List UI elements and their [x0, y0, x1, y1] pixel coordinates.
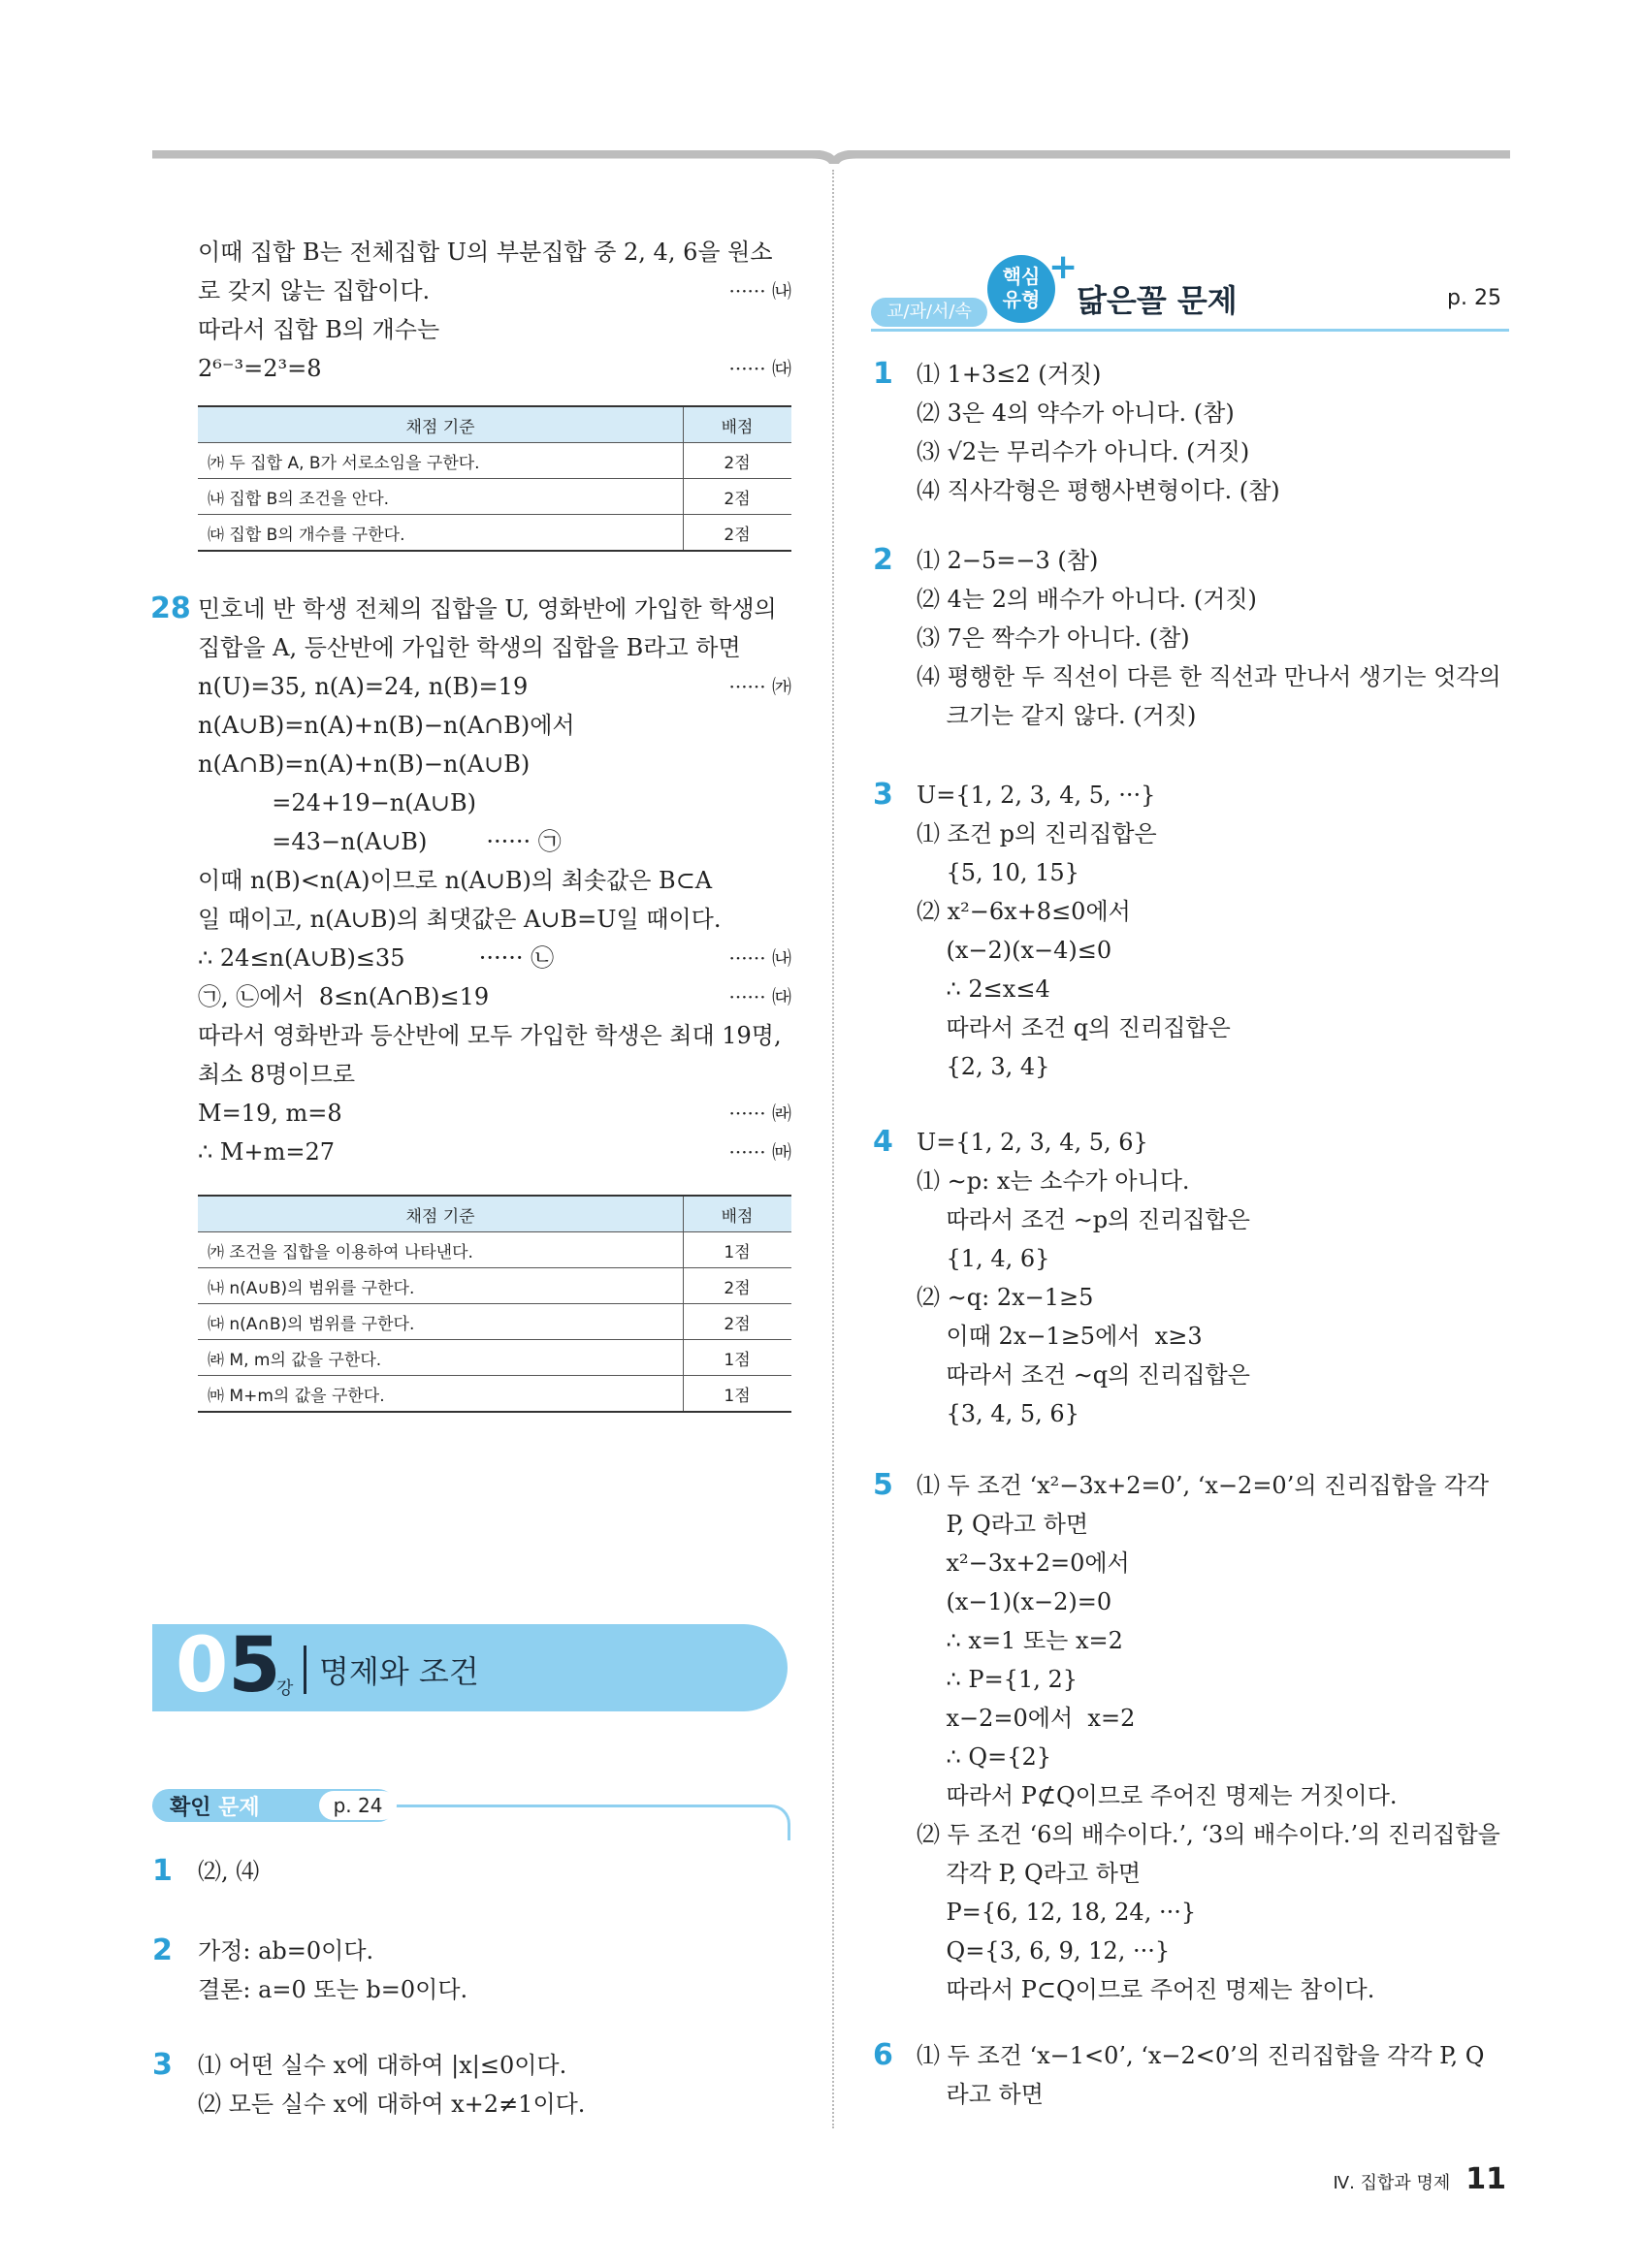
text-line: ⑴ 2−5=−3 (참)	[917, 547, 1099, 574]
text-line: ∴ Q={2}	[917, 1743, 1052, 1771]
text-line: {1, 4, 6}	[917, 1245, 1050, 1272]
text-line	[198, 706, 791, 745]
text-line: ⑴ 두 조건 ‘x²−3x+2=0’, ‘x−2=0’의 진리집합을 각각	[917, 1472, 1490, 1499]
text-line: ⑵ 3은 4의 약수가 아니다. (참)	[917, 399, 1235, 427]
right-header-line	[871, 329, 1509, 332]
section-bar	[304, 1645, 306, 1694]
line-text: n(U)=35, n(A)=24, n(B)=19	[198, 673, 529, 700]
text-line	[198, 900, 791, 939]
rubric-row	[198, 479, 791, 515]
text-line	[198, 349, 791, 388]
line-text: M=19, m=8	[198, 1100, 342, 1127]
text-line: 따라서 P⊂Q이므로 주어진 명제는 참이다.	[917, 1976, 1375, 2003]
line-text: ∴ 24≤n(A∪B)≤35 ······ ㉡	[198, 944, 555, 972]
line-text: ㉠, ㉡에서 8≤n(A∩B)≤19	[198, 983, 490, 1010]
problem-number: 2	[873, 543, 893, 577]
text-line: {2, 3, 4}	[917, 1053, 1050, 1080]
text-line: {5, 10, 15}	[917, 859, 1079, 886]
text-line: ⑵ ∼q: 2x−1≥5	[917, 1284, 1094, 1311]
problem-number: 1	[152, 1854, 173, 1888]
line-text: 집합을 A, 등산반에 가입한 학생의 집합을 B라고 하면	[198, 634, 741, 661]
text-line: ⑵ 4는 2의 배수가 아니다. (거짓)	[917, 586, 1257, 613]
problem-number: 1	[873, 357, 893, 391]
text-line: x−2=0에서 x=2	[917, 1705, 1136, 1732]
line-text: =24+19−n(A∪B)	[198, 789, 476, 816]
top-divider	[152, 150, 1510, 164]
rubric-table-2	[198, 1195, 791, 1413]
text-line	[198, 861, 791, 900]
line-text: 따라서 영화반과 등산반에 모두 가입한 학생은 최대 19명,	[198, 1022, 782, 1049]
rubric-row	[198, 1268, 791, 1304]
problem-solution	[917, 1466, 1510, 2009]
line-text: ∴ M+m=27	[198, 1138, 335, 1166]
rubric-criterion: ㈐ 집합 B의 개수를 구한다.	[198, 515, 684, 552]
problem-number: 5	[873, 1468, 893, 1502]
problem-number: 2	[152, 1933, 173, 1967]
text-line: 결론: a=0 또는 b=0이다.	[198, 1976, 468, 2003]
rubric-points: 1점	[684, 1232, 792, 1268]
rubric-criterion: ㈏ n(A∪B)의 범위를 구한다.	[198, 1268, 684, 1304]
line-text: 이때 집합 B는 전체집합 U의 부분집합 중 2, 4, 6을 원소	[198, 239, 773, 266]
text-line	[198, 1133, 791, 1171]
text-line	[198, 783, 791, 822]
problem-number: 6	[873, 2038, 893, 2072]
core-type-badge: 핵심 유형	[987, 255, 1055, 323]
section-number: 05	[176, 1622, 281, 1709]
problem-solution	[917, 541, 1510, 735]
rubric-points: 1점	[684, 1340, 792, 1376]
rubric-points: 2점	[684, 1268, 792, 1304]
text-line	[198, 1094, 791, 1133]
text-line	[198, 977, 791, 1016]
text-line	[198, 310, 791, 349]
page-number: 11	[1465, 2162, 1506, 2196]
line-text: 2⁶⁻³=2³=8	[198, 355, 322, 382]
text-line: 가정: ab=0이다.	[198, 1937, 374, 1965]
rubric-points: 1점	[684, 1376, 792, 1413]
text-line: ⑷ 평행한 두 직선이 다른 한 직선과 만나서 생기는 엇각의	[917, 663, 1501, 690]
text-line: 따라서 P⊄Q이므로 주어진 명제는 거짓이다.	[917, 1782, 1398, 1809]
problem-solution	[917, 776, 1510, 1086]
text-line: 이때 2x−1≥5에서 x≥3	[917, 1323, 1203, 1350]
problem-28-solution	[198, 590, 791, 1171]
rubric-criterion: ㈑ M, m의 값을 구한다.	[198, 1340, 684, 1376]
text-line	[198, 628, 791, 667]
step-marker: ······ ㈒	[728, 1140, 791, 1164]
problem-number: 3	[873, 778, 893, 812]
chapter-label: Ⅳ. 집합과 명제	[1333, 2173, 1451, 2193]
text-line: 따라서 조건 ∼p의 진리집합은	[917, 1206, 1250, 1233]
line-text: =43−n(A∪B) ······ ㉠	[198, 828, 562, 855]
rubric-criterion: ㈎ 조건을 집합을 이용하여 나타낸다.	[198, 1232, 684, 1268]
text-line: (x−2)(x−4)≤0	[917, 937, 1112, 964]
section-gang: 강	[276, 1678, 294, 1699]
check-label: 확인 문제	[170, 1796, 260, 1820]
text-line: Q={3, 6, 9, 12, ···}	[917, 1937, 1171, 1965]
text-line: 따라서 조건 ∼q의 진리집합은	[917, 1361, 1250, 1389]
right-header	[871, 238, 1509, 330]
line-text: n(A∩B)=n(A)+n(B)−n(A∪B)	[198, 751, 531, 778]
problem-solution	[198, 2046, 791, 2124]
rubric-points: 2점	[684, 443, 792, 479]
rubric-row	[198, 1304, 791, 1340]
text-line	[198, 1016, 791, 1055]
rubric-table-1	[198, 405, 791, 552]
text-line: ⑴ 어떤 실수 x에 대하여 |x|≤0이다.	[198, 2052, 567, 2079]
textbook-pill: 교/과/서/속	[871, 298, 987, 327]
line-text: n(A∪B)=n(A)+n(B)−n(A∩B)에서	[198, 712, 575, 739]
problem-solution	[917, 355, 1510, 510]
text-line: {3, 4, 5, 6}	[917, 1400, 1079, 1427]
section-banner	[152, 1624, 788, 1711]
column-divider	[832, 170, 834, 2128]
text-line	[198, 1055, 791, 1094]
problem-solution	[198, 1932, 791, 2009]
rubric-row	[198, 1340, 791, 1376]
step-marker: ······ ㈐	[728, 985, 791, 1008]
section-title: 명제와 조건	[319, 1653, 479, 1690]
line-text: 일 때이고, n(A∪B)의 최댓값은 A∪B=U일 때이다.	[198, 906, 722, 933]
text-line: ⑴ ∼p: x는 소수가 아니다.	[917, 1167, 1190, 1195]
rubric-criterion: ㈏ 집합 B의 조건을 안다.	[198, 479, 684, 515]
text-line: ⑵ 모든 실수 x에 대하여 x+2≠1이다.	[198, 2091, 586, 2118]
rubric-row	[198, 515, 791, 552]
step-marker: ······ ㈎	[728, 675, 791, 698]
line-text: 최소 8명이므로	[198, 1061, 356, 1088]
line-text: 따라서 집합 B의 개수는	[198, 316, 440, 343]
text-line: 크기는 같지 않다. (거짓)	[917, 702, 1197, 729]
right-section-title: 닮은꼴 문제	[1077, 282, 1238, 319]
problem-28-number: 28	[150, 591, 191, 625]
line-text: 로 갖지 않는 집합이다.	[198, 277, 431, 304]
text-line: P={6, 12, 18, 24, ···}	[917, 1899, 1197, 1926]
text-line: ⑵ x²−6x+8≤0에서	[917, 898, 1131, 925]
rubric-header-cell: 채점 기준	[198, 406, 684, 443]
rubric-header-cell: 배점	[684, 406, 792, 443]
rubric-row	[198, 443, 791, 479]
text-line	[198, 272, 791, 310]
text-line	[198, 233, 791, 272]
text-line	[198, 939, 791, 977]
text-line: ∴ P={1, 2}	[917, 1666, 1079, 1693]
text-line	[198, 590, 791, 628]
line-text: 민호네 반 학생 전체의 집합을 U, 영화반에 가입한 학생의	[198, 595, 777, 623]
plus-icon: +	[1048, 247, 1079, 287]
text-line: ∴ 2≤x≤4	[917, 975, 1050, 1003]
rubric-points: 2점	[684, 1304, 792, 1340]
text-line: ⑵, ⑷	[198, 1858, 260, 1885]
left-top-text	[198, 233, 791, 388]
text-line: ⑶ 7은 짝수가 아니다. (참)	[917, 624, 1190, 652]
step-marker: ······ ㈑	[728, 1102, 791, 1125]
step-marker: ······ ㈏	[728, 279, 791, 303]
check-page-ref: p. 24	[319, 1791, 397, 1820]
rubric-criterion: ㈒ M+m의 값을 구한다.	[198, 1376, 684, 1413]
text-line: (x−1)(x−2)=0	[917, 1588, 1112, 1615]
text-line: x²−3x+2=0에서	[917, 1549, 1130, 1577]
problem-solution	[198, 1852, 791, 1891]
step-marker: ······ ㈏	[728, 946, 791, 970]
rubric-criterion: ㈎ 두 집합 A, B가 서로소임을 구한다.	[198, 443, 684, 479]
step-marker: ······ ㈐	[728, 357, 791, 380]
problem-number: 3	[152, 2048, 173, 2082]
text-line: ⑴ 조건 p의 진리집합은	[917, 820, 1157, 847]
text-line: ⑴ 두 조건 ‘x−1<0’, ‘x−2<0’의 진리집합을 각각 P, Q	[917, 2042, 1485, 2069]
text-line: ∴ x=1 또는 x=2	[917, 1627, 1123, 1654]
rubric-header-cell: 배점	[684, 1196, 792, 1232]
text-line: P, Q라고 하면	[917, 1511, 1089, 1538]
problem-number: 4	[873, 1125, 893, 1159]
text-line	[198, 822, 791, 861]
line-text: 이때 n(B)<n(A)이므로 n(A∪B)의 최솟값은 B⊂A	[198, 867, 713, 894]
right-page-ref: p. 25	[1447, 286, 1501, 310]
text-line: 라고 하면	[917, 2081, 1044, 2108]
text-line: ⑶ √2는 무리수가 아니다. (거짓)	[917, 438, 1250, 465]
problem-solution	[917, 1123, 1510, 1433]
text-line: 따라서 조건 q의 진리집합은	[917, 1014, 1231, 1041]
text-line: U={1, 2, 3, 4, 5, ···}	[917, 782, 1156, 809]
problem-solution	[917, 2036, 1510, 2114]
text-line: ⑴ 1+3≤2 (거짓)	[917, 361, 1102, 388]
text-line	[198, 745, 791, 783]
rubric-criterion: ㈐ n(A∩B)의 범위를 구한다.	[198, 1304, 684, 1340]
rubric-header-cell: 채점 기준	[198, 1196, 684, 1232]
text-line: ⑷ 직사각형은 평행사변형이다. (참)	[917, 477, 1280, 504]
text-line	[198, 667, 791, 706]
rubric-row	[198, 1376, 791, 1413]
page-footer	[1334, 2162, 1506, 2196]
rubric-points: 2점	[684, 479, 792, 515]
text-line: U={1, 2, 3, 4, 5, 6}	[917, 1129, 1148, 1156]
rubric-points: 2점	[684, 515, 792, 552]
rubric-row	[198, 1232, 791, 1268]
text-line: 각각 P, Q라고 하면	[917, 1860, 1142, 1887]
text-line: ⑵ 두 조건 ‘6의 배수이다.’, ‘3의 배수이다.’의 진리집합을	[917, 1821, 1500, 1848]
check-problems-header	[152, 1789, 792, 1847]
